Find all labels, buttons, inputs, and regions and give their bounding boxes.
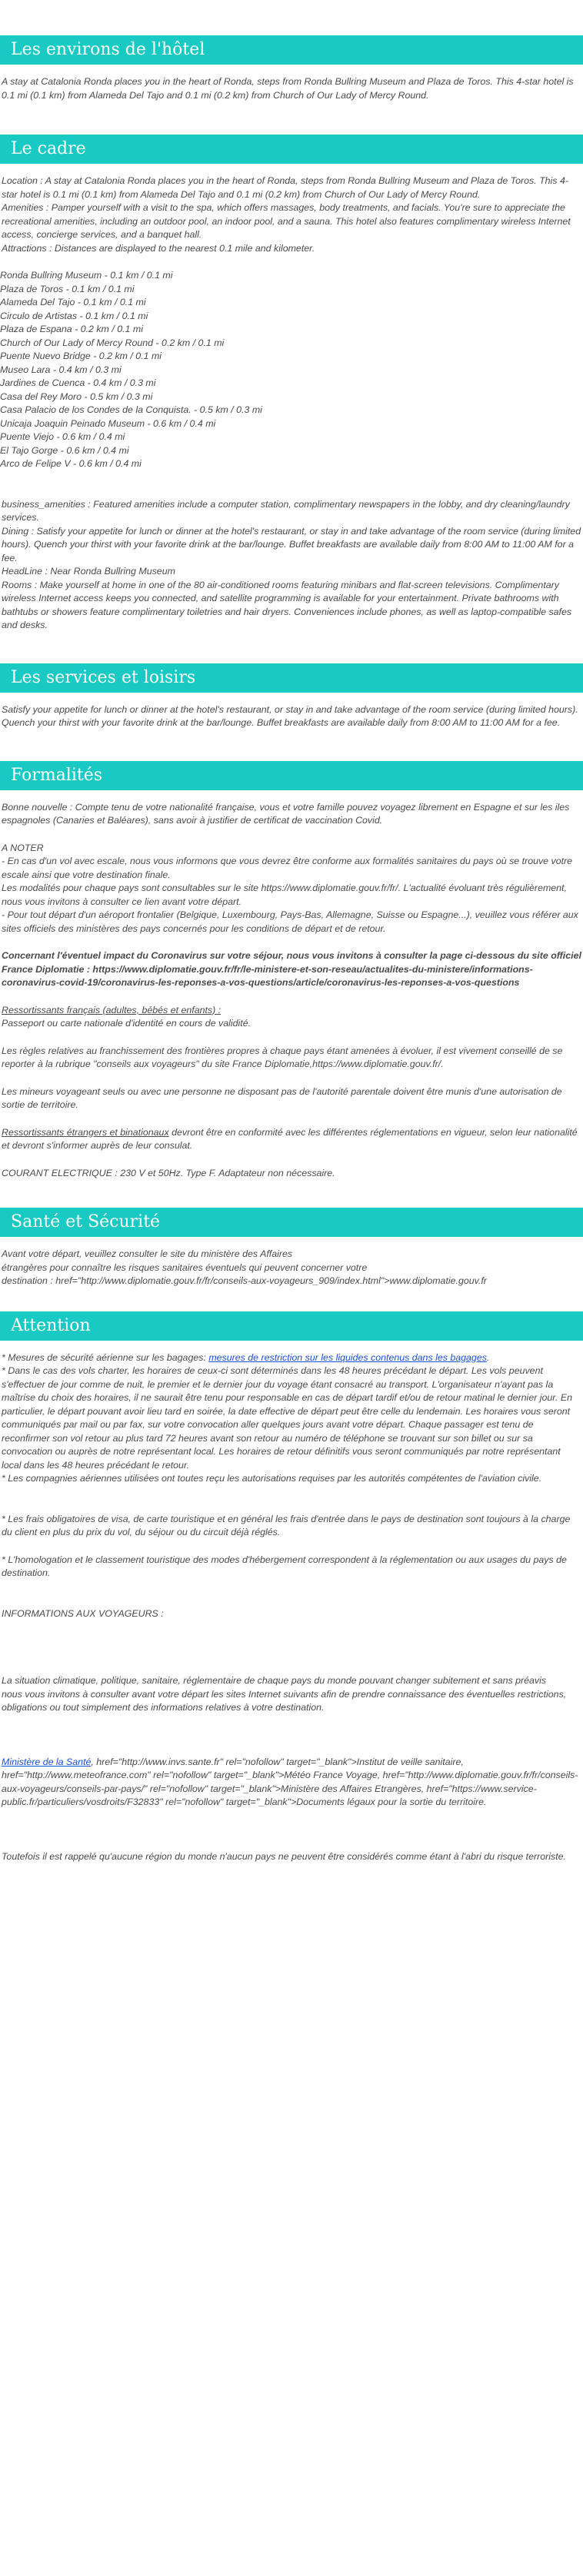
sante-line-1: Avant votre départ, veuillez consulter le site du ministère des Affaires — [2, 1248, 293, 1259]
nearby-places-list — [0, 269, 583, 471]
formalites-noter-frontalier: - Pour tout départ d'un aéroport frontalier (Belgique, Luxembourg, Pays-Bas, Allemagne, Suisse ou Espagne...), veuillez vous référer aux sites officiels des ministères des pays concernés pour les conditions de départ et de retour. — [2, 909, 578, 934]
section-title-environs: Les environs de l'hôtel — [0, 35, 583, 65]
formalites-etrangers-text: devront être en conformité avec les différentes réglementations en vigueur, selon leur nationalité et devront s'informer auprès de leur consulat. — [2, 1126, 578, 1151]
section-title-sante: Santé et Sécurité — [0, 1208, 583, 1237]
list-item: Casa del Rey Moro - 0.5 km / 0.3 mi — [0, 391, 153, 402]
formalites-courant-electrique: COURANT ELECTRIQUE : 230 V et 50Hz. Type F. Adaptateur non nécessaire. — [2, 1167, 335, 1178]
attention-info-voyageurs: INFORMATIONS AUX VOYAGEURS : — [2, 1607, 164, 1619]
cadre-rooms: Rooms : Make yourself at home in one of the 80 air-conditioned rooms featuring minibars and flat-screen televisions. Complimentary wireless Internet access keeps you connected, and satellite programming is available for your entertainment. Private bathrooms with bathtubs or showers feature complimentary toiletries and hair dryers. Conveniences include phones, as well as laptop-compatible safes and desks. — [2, 579, 572, 630]
attention-bagages-suffix: . — [486, 1351, 490, 1363]
environs-text: A stay at Catalonia Ronda places you in the heart of Ronda, steps from Ronda Bullring Museum and Plaza de Toros. This 4-star hotel is 0.1 mi (0.1 km) from Alameda Del Tajo and 0.1 mi (0.2 km) from Church of Our Lady of Mercy Round. — [2, 76, 574, 101]
list-item: Casa Palacio de los Condes de la Conquista. - 0.5 km / 0.3 mi — [0, 404, 262, 415]
list-item: Unicaja Joaquin Peinado Museum - 0.6 km / 0.4 mi — [0, 417, 216, 429]
cadre-dining: Dining : Satisfy your appetite for lunch or dinner at the hotel's restaurant, or stay in and take advantage of the room service (during limited hours). Quench your thirst with your favorite drink at the bar/lounge. Buffet breakfasts are available daily from 8:00 AM to 11:00 AM for a fee. — [2, 525, 581, 563]
attention-homologation: * L'homologation et le classement touristique des modes d'hébergement correspondent à la réglementation ou aux usages du pays de destination. — [2, 1554, 567, 1578]
section-attention — [0, 1311, 583, 1864]
list-item: Museo Lara - 0.4 km / 0.3 mi — [0, 364, 122, 375]
list-item: Jardines de Cuenca - 0.4 km / 0.3 mi — [0, 377, 156, 388]
list-item: Puente Nuevo Bridge - 0.2 km / 0.1 mi — [0, 351, 162, 361]
formalites-passeport: Passeport ou carte nationale d'identité en cours de validité. — [2, 1018, 252, 1029]
attention-frais: * Les frais obligatoires de visa, de carte touristique et en général les frais d'entrée dans le pays de destination sont toujours à la charge du client en plus du prix du vol, du séjour ou du circuit déjà réglés. — [2, 1513, 571, 1537]
attention-charter: * Dans le cas des vols charter, les horaires de ceux-ci sont déterminés dans les 48 heures précédant le départ. Les vols peuvent s'effectuer de jour comme de nuit, le premier et le dernier jour du voyage étant consacré au transport. L'organisateur n'ayant pas la maîtrise du choix des horaires, il ne saurait être tenu pour responsable en cas de départ tardif et/ou de retour matinal le dernier jour. En particulier, le départ pouvant avoir lieu tard en soirée, la date effective de départ peut être celle du lendemain. Les horaires vous seront communiqués par mail ou par fax, sur votre convocation aller quelques jours avant votre départ. Chaque passager est tenu de reconfirmer son vol retour au plus tard 72 heures avant son retour au numéro de téléphone se trouvant sur son billet ou sur sa convocation ou auprès de notre représentant local. Les horaires de retour définitifs vous seront communiqués par notre représentant local dans les 48 heures précédant le retour. — [2, 1365, 573, 1471]
list-item: Puente Viejo - 0.6 km / 0.4 mi — [0, 431, 125, 442]
section-title-attention: Attention — [0, 1311, 583, 1341]
attention-bagages — [0, 1351, 583, 1365]
cadre-headline: HeadLine : Near Ronda Bullring Museum — [2, 566, 175, 577]
attention-bagages-prefix: * Mesures de sécurité aérienne sur les bagages: — [2, 1351, 209, 1363]
formalites-regles-frontieres: Les règles relatives au franchissement des frontières propres à chaque pays étant amenées à évoluer, il est vivement conseillé de se reporter à la rubrique "conseils aux voyageurs" du site France Diplomatie,https://www.diplomatie.gouv.fr/. — [2, 1045, 563, 1069]
sante-line-2: étrangères pour connaître les risques sanitaires éventuels qui peuvent concerner votre — [2, 1261, 368, 1273]
attention-ministere-rest: , href="http://www.invs.sante.fr" rel="nofollow" target="_blank">Institut de veille sanitaire, href="http://www.meteofrance.com" rel="nofollow" target="_blank">Météo France Voyage, href="http://www.diplomatie.gouv.fr/fr/conseils-aux-voyageurs/conseils-par-pays/" rel="nofollow" target="_blank">Ministère des Affaires Etrangères, href="https://www.service-public.fr/particuliers/vosdroits/F32833" rel="nofollow" target="_blank">Documents légaux pour la sortie du territoire. — [2, 1756, 578, 1807]
section-title-cadre: Le cadre — [0, 135, 583, 164]
formalites-etrangers-label: Ressortissants étrangers et binationaux — [2, 1126, 169, 1138]
ministere-sante-link[interactable]: Ministère de la Santé — [2, 1756, 92, 1767]
section-environs — [0, 0, 583, 102]
list-item: Arco de Felipe V - 0.6 km / 0.4 mi — [0, 458, 142, 469]
formalites-noter-modalites: Les modalités pour chaque pays sont consultables sur le site https://www.diplomatie.gouv.fr/fr/. L'actualité évoluant très régulièrement, nous vous invitons à consulter ce lien avant votre départ. — [2, 882, 567, 907]
sante-line-3: destination : href="http://www.diplomatie.gouv.fr/fr/conseils-aux-voyageurs_909/index.html">www.diplomatie.gouv.fr — [2, 1275, 487, 1286]
list-item: Church of Our Lady of Mercy Round - 0.2 km / 0.1 mi — [0, 337, 225, 348]
cadre-business-amenities: business_amenities : Featured amenities include a computer station, complimentary newspapers in the lobby, and dry cleaning/laundry services. — [2, 498, 570, 523]
formalites-a-noter: A NOTER — [2, 842, 44, 853]
attention-ministere — [0, 1756, 583, 1810]
section-title-services: Les services et loisirs — [0, 663, 583, 693]
section-cadre — [0, 135, 583, 633]
attention-compagnies: * Les compagnies aériennes utilisées ont toutes reçu les autorisations requises par les autorités compétentes de l'aviation civile. — [2, 1473, 542, 1484]
list-item: El Tajo Gorge - 0.6 km / 0.4 mi — [0, 444, 129, 456]
list-item: Plaza de Espana - 0.2 km / 0.1 mi — [0, 324, 143, 334]
section-services — [0, 663, 583, 730]
cadre-attractions: Attractions : Distances are displayed to the nearest 0.1 mile and kilometer. — [2, 242, 315, 254]
formalites-etrangers — [0, 1126, 583, 1153]
formalites-mineurs: Les mineurs voyageant seuls ou avec une personne ne disposant pas de l'autorité parentale doivent être munis d'une autorisation de sortie de territoire. — [2, 1085, 562, 1110]
liquids-restriction-link[interactable]: mesures de restriction sur les liquides contenus dans les bagages — [208, 1351, 487, 1363]
formalites-ressortissants-francais: Ressortissants français (adultes, bébés et enfants) : — [2, 1004, 222, 1015]
formalites-noter-escale: - En cas d'un vol avec escale, nous vous informons que vous devrez être conforme aux formalités sanitaires du pays où se trouve votre escale ainsi que votre destination finale. — [2, 856, 573, 880]
list-item: Plaza de Toros - 0.1 km / 0.1 mi — [0, 283, 135, 294]
section-sante — [0, 1208, 583, 1288]
formalites-covid-notice: Concernant l'éventuel impact du Coronavirus sur votre séjour, nous vous invitons à consulter la page ci-dessous du site officiel France Diplomatie : https://www.diplomatie.gouv.fr/fr/le-ministere-et-son-reseau/actualites-du-ministere/informations-coronavirus-covid-19/coronavirus-les-reponses-a-vos-questions/article/coronavirus-les-reponses-a-vos-questions — [2, 950, 581, 988]
list-item: Ronda Bullring Museum - 0.1 km / 0.1 mi — [0, 270, 173, 281]
section-formalites — [0, 761, 583, 1181]
list-item: Circulo de Artistas - 0.1 km / 0.1 mi — [0, 310, 148, 321]
cadre-location: Location : A stay at Catalonia Ronda places you in the heart of Ronda, steps from Ronda Bullring Museum and Plaza de Toros. This 4-star hotel is 0.1 mi (0.1 km) from Alameda Del Tajo and 0.1 mi (0.2 km) from Church of Our Lady of Mercy Round. — [2, 175, 568, 200]
cadre-amenities: Amenities : Pamper yourself with a visit to the spa, which offers massages, body treatments, and facials. You're sure to appreciate the recreational amenities, including an outdoor pool, an indoor pool, and a sauna. This hotel also features complimentary wireless Internet access, concierge services, and a banquet hall. — [2, 202, 571, 240]
section-title-formalites: Formalités — [0, 761, 583, 790]
services-text: Satisfy your appetite for lunch or dinner at the hotel's restaurant, or stay in and take advantage of the room service (during limited hours). Quench your thirst with your favorite drink at the bar/lounge. Buffet breakfasts are available daily from 8:00 AM to 11:00 AM for a fee. — [2, 703, 578, 728]
attention-terrorisme: Toutefois il est rappelé qu'aucune région du monde n'aucun pays ne peuvent être considérés comme étant à l'abri du risque terroriste. — [2, 1850, 566, 1862]
list-item: Alameda Del Tajo - 0.1 km / 0.1 mi — [0, 297, 146, 307]
attention-situation-2: nous vous invitons à consulter avant votre départ les sites Internet suivants afin de prendre connaissance des éventuelles restrictions, obligations ou tout simplement des informations relatives à votre destination. — [2, 1688, 567, 1713]
formalites-bonne-nouvelle: Bonne nouvelle : Compte tenu de votre nationalité française, vous et votre famille pouvez voyagez librement en Espagne et sur les iles espagnoles (Canaries et Baléares), sans avoir à justifier de certificat de vaccination Covid. — [2, 801, 570, 826]
attention-situation-1: La situation climatique, politique, sanitaire, réglementaire de chaque pays du monde pouvant changer subitement et sans préavis — [2, 1675, 547, 1686]
